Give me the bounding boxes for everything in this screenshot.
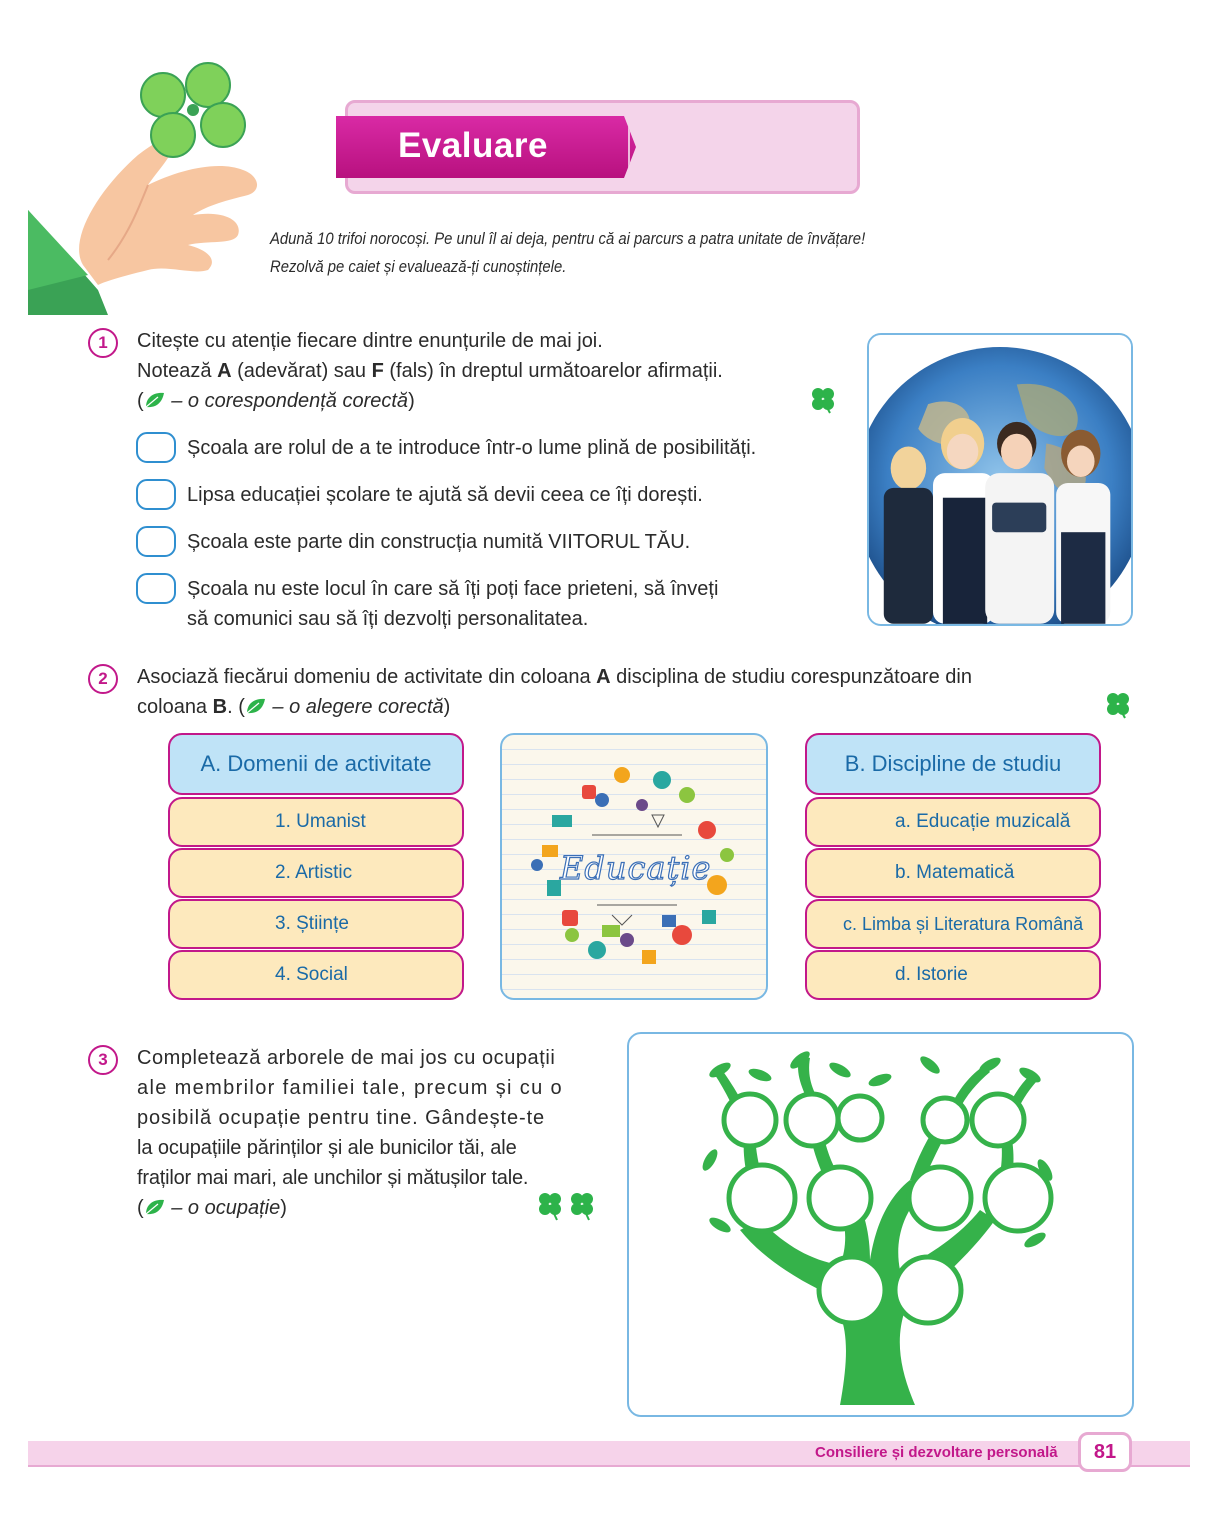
page-number: 81 xyxy=(1078,1432,1132,1472)
ex1-statement-2: Lipsa educației școlare te ajută să devii ceea ce îți dorești. xyxy=(187,484,703,506)
ex1-instruction-2: Notează A (adevărat) sau F (fals) în dreptul următoarelor afirmații. xyxy=(137,360,723,382)
column-a-item-3: 3. Științe xyxy=(168,899,464,949)
ex1-statement-1: Școala are rolul de a te introduce într-o lume plină de posibilități. xyxy=(187,437,757,459)
ex3-line-5: fraților mai mari, ale unchilor și mătușilor tale. xyxy=(137,1167,529,1189)
ex3-line-2: ale membrilor familiei tale, precum și cu o xyxy=(137,1077,563,1099)
leaf-icon xyxy=(144,1198,166,1216)
education-word: Educație xyxy=(560,849,712,887)
intro-line-2: Rezolvă pe caiet și evaluează-ți cunoștințele. xyxy=(270,258,567,276)
ex3-line-4: la ocupațiile părinților și ale bunicilor tăi, ale xyxy=(137,1137,517,1159)
column-b-item-d: d. Istorie xyxy=(805,950,1101,1000)
column-a-item-4: 4. Social xyxy=(168,950,464,1000)
column-a-header: A. Domenii de activitate xyxy=(168,733,464,795)
family-tree-illustration xyxy=(700,1050,1060,1405)
page-title: Evaluare xyxy=(398,126,548,165)
column-b-header: B. Discipline de studiu xyxy=(805,733,1101,795)
column-a-item-1: 1. Umanist xyxy=(168,797,464,847)
clover-icon xyxy=(808,385,838,415)
leaf-icon xyxy=(144,391,166,409)
footer-subject: Consiliere și dezvoltare personală xyxy=(815,1444,1058,1461)
ex1-score-note: ( – o corespondență corectă) xyxy=(137,390,415,412)
column-b-item-b: b. Matematică xyxy=(805,848,1101,898)
ex1-statement-4b: să comunici sau să îți dezvolți personalitatea. xyxy=(187,608,589,630)
ex2-instruction-2: coloana B. ( – o alegere corectă) xyxy=(137,696,451,718)
answer-box-3[interactable] xyxy=(136,526,176,557)
column-a-item-2: 2. Artistic xyxy=(168,848,464,898)
ex3-line-1: Completează arborele de mai jos cu ocupații xyxy=(137,1047,556,1069)
children-globe-photo xyxy=(867,333,1133,626)
double-clover-icon xyxy=(535,1190,600,1222)
ex3-line-3: posibilă ocupație pentru tine. Gândește-te xyxy=(137,1107,546,1129)
ex1-statement-4a: Școala nu este locul în care să îți poți face prieteni, să înveți xyxy=(187,578,719,600)
ex2-instruction-1: Asociază fiecărui domeniu de activitate din coloana A disciplina de studiu corespunzătoare din xyxy=(137,666,972,688)
leaf-icon xyxy=(245,697,267,715)
education-illustration xyxy=(500,733,768,1000)
exercise-number-3: 3 xyxy=(88,1045,118,1075)
answer-box-1[interactable] xyxy=(136,432,176,463)
clover-icon xyxy=(1103,690,1133,720)
column-b-item-c: c. Limba și Literatura Română xyxy=(805,899,1101,949)
ex1-instruction-1: Citește cu atenție fiecare dintre enunțurile de mai joi. xyxy=(137,330,603,352)
hand-clover-illustration xyxy=(28,60,273,315)
answer-box-4[interactable] xyxy=(136,573,176,604)
intro-line-1: Adună 10 trifoi norocoși. Pe unul îl ai deja, pentru că ai parcurs a patra unitate de învățare! xyxy=(270,230,866,248)
exercise-number-1: 1 xyxy=(88,328,118,358)
exercise-number-2: 2 xyxy=(88,664,118,694)
ex3-score-note: ( – o ocupație) xyxy=(137,1197,287,1219)
ex1-statement-3: Școala este parte din construcția numită VIITORUL TĂU. xyxy=(187,531,691,553)
answer-box-2[interactable] xyxy=(136,479,176,510)
column-b-item-a: a. Educație muzicală xyxy=(805,797,1101,847)
